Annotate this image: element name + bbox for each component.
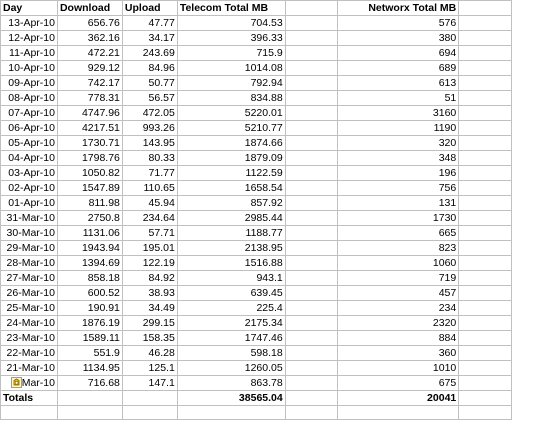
cell-upload[interactable]: 34.49	[122, 301, 177, 316]
header-row	[1, 1, 512, 16]
empty-cell[interactable]	[285, 346, 338, 361]
paste-options-icon[interactable]	[11, 377, 22, 388]
cell-networx-total[interactable]: 1010	[338, 361, 459, 376]
cell-networx-total[interactable]: 3160	[338, 106, 459, 121]
cell-download[interactable]: 551.9	[57, 346, 122, 361]
cell-upload[interactable]: 993.26	[122, 121, 177, 136]
table-row	[1, 121, 512, 136]
cell-telecom-total[interactable]: 2985.44	[177, 211, 285, 226]
cell-telecom-total[interactable]: 5210.77	[177, 121, 285, 136]
empty-cell[interactable]	[122, 406, 177, 420]
cell-telecom-total[interactable]: 704.53	[177, 16, 285, 31]
cell-upload[interactable]: 143.95	[122, 136, 177, 151]
cell-upload[interactable]: 195.01	[122, 241, 177, 256]
cell-networx-total[interactable]: 694	[338, 46, 459, 61]
cell-download[interactable]: 858.18	[57, 271, 122, 286]
cell-networx-total[interactable]: 1730	[338, 211, 459, 226]
empty-cell[interactable]	[57, 406, 122, 420]
cell-day[interactable]: 24-Mar-10	[1, 316, 58, 331]
cell-download[interactable]: 716.68	[57, 376, 122, 391]
cell-upload[interactable]: 38.93	[122, 286, 177, 301]
empty-cell[interactable]	[285, 331, 338, 346]
cell-telecom-total[interactable]: 598.18	[177, 346, 285, 361]
cell-telecom-total[interactable]: 1188.77	[177, 226, 285, 241]
cell-networx-total[interactable]: 51	[338, 91, 459, 106]
empty-cell[interactable]	[459, 241, 512, 256]
cell-day[interactable]: 25-Mar-10	[1, 301, 58, 316]
table-row	[1, 226, 512, 241]
cell-networx-total[interactable]: 689	[338, 61, 459, 76]
cell-upload[interactable]: 46.28	[122, 346, 177, 361]
cell-telecom-total[interactable]: 1014.08	[177, 61, 285, 76]
cell-upload[interactable]: 80.33	[122, 151, 177, 166]
table-row	[1, 61, 512, 76]
empty-cell[interactable]	[122, 391, 177, 406]
empty-cell[interactable]	[57, 391, 122, 406]
cell-networx-total[interactable]: 613	[338, 76, 459, 91]
cell-networx-total[interactable]: 576	[338, 16, 459, 31]
cell-download[interactable]: 362.16	[57, 31, 122, 46]
table-row	[1, 31, 512, 46]
table-row	[1, 106, 512, 121]
empty-cell[interactable]	[285, 391, 338, 406]
cell-networx-total[interactable]: 665	[338, 226, 459, 241]
empty-cell[interactable]	[285, 211, 338, 226]
cell-networx-total[interactable]: 1190	[338, 121, 459, 136]
cell-day[interactable]: 21-Mar-10	[1, 361, 58, 376]
cell-telecom-total[interactable]: 5220.01	[177, 106, 285, 121]
cell-download[interactable]: 190.91	[57, 301, 122, 316]
cell-day[interactable]: 10-Apr-10	[1, 61, 58, 76]
cell-day[interactable]: 08-Apr-10	[1, 91, 58, 106]
totals-row	[1, 391, 512, 406]
empty-cell[interactable]	[285, 151, 338, 166]
empty-cell[interactable]	[285, 76, 338, 91]
cell-day[interactable]: 22-Mar-10	[1, 346, 58, 361]
table-row	[1, 181, 512, 196]
cell-upload[interactable]: 34.17	[122, 31, 177, 46]
table-row	[1, 241, 512, 256]
empty-cell[interactable]	[459, 316, 512, 331]
empty-cell[interactable]	[285, 256, 338, 271]
cell-upload[interactable]: 57.71	[122, 226, 177, 241]
cell-telecom-total[interactable]: 792.94	[177, 76, 285, 91]
empty-cell[interactable]	[459, 76, 512, 91]
header-upload[interactable]: Upload	[122, 1, 177, 16]
cell-download[interactable]: 1589.11	[57, 331, 122, 346]
table-row	[1, 331, 512, 346]
cell-day[interactable]	[1, 376, 58, 391]
empty-cell[interactable]	[285, 91, 338, 106]
empty-cell[interactable]	[285, 226, 338, 241]
cell-day[interactable]: 11-Apr-10	[1, 46, 58, 61]
cell-day[interactable]: 30-Mar-10	[1, 226, 58, 241]
cell-upload[interactable]: 47.77	[122, 16, 177, 31]
empty-cell[interactable]	[285, 406, 338, 420]
cell-download[interactable]: 4747.96	[57, 106, 122, 121]
empty-cell[interactable]	[285, 376, 338, 391]
cell-upload[interactable]: 472.05	[122, 106, 177, 121]
cell-networx-total[interactable]: 823	[338, 241, 459, 256]
cell-telecom-total[interactable]: 2175.34	[177, 316, 285, 331]
cell-upload[interactable]: 110.65	[122, 181, 177, 196]
empty-cell[interactable]	[177, 406, 285, 420]
empty-cell[interactable]	[285, 16, 338, 31]
cell-day[interactable]: 23-Mar-10	[1, 331, 58, 346]
table-row	[1, 16, 512, 31]
table-row	[1, 316, 512, 331]
cell-telecom-total[interactable]: 943.1	[177, 271, 285, 286]
empty-cell[interactable]	[459, 301, 512, 316]
empty-cell[interactable]	[285, 106, 338, 121]
cell-day[interactable]: 05-Apr-10	[1, 136, 58, 151]
header-telecom-total[interactable]: Telecom Total MB	[177, 1, 285, 16]
empty-cell[interactable]	[459, 1, 512, 16]
header-download[interactable]: Download	[57, 1, 122, 16]
empty-cell[interactable]	[285, 271, 338, 286]
cell-telecom-total[interactable]: 396.33	[177, 31, 285, 46]
cell-upload[interactable]: 147.1	[122, 376, 177, 391]
cell-networx-total[interactable]: 457	[338, 286, 459, 301]
empty-cell[interactable]	[1, 406, 58, 420]
empty-cell[interactable]	[459, 361, 512, 376]
empty-cell[interactable]	[459, 61, 512, 76]
empty-cell[interactable]	[459, 91, 512, 106]
cell-networx-total[interactable]: 360	[338, 346, 459, 361]
cell-upload[interactable]: 243.69	[122, 46, 177, 61]
cell-day[interactable]: 27-Mar-10	[1, 271, 58, 286]
cell-day[interactable]: 04-Apr-10	[1, 151, 58, 166]
empty-cell[interactable]	[459, 346, 512, 361]
cell-telecom-total[interactable]: 834.88	[177, 91, 285, 106]
empty-cell[interactable]	[459, 256, 512, 271]
cell-download[interactable]: 1131.06	[57, 226, 122, 241]
empty-cell[interactable]	[285, 166, 338, 181]
cell-networx-total[interactable]: 675	[338, 376, 459, 391]
cell-download[interactable]: 472.21	[57, 46, 122, 61]
cell-day[interactable]: 01-Apr-10	[1, 196, 58, 211]
cell-networx-total[interactable]: 234	[338, 301, 459, 316]
header-day[interactable]: Day	[1, 1, 58, 16]
cell-upload[interactable]: 84.96	[122, 61, 177, 76]
table-row	[1, 376, 512, 391]
table-row	[1, 166, 512, 181]
cell-telecom-total[interactable]: 225.4	[177, 301, 285, 316]
cell-day[interactable]: 02-Apr-10	[1, 181, 58, 196]
cell-day[interactable]: 06-Apr-10	[1, 121, 58, 136]
cell-download[interactable]: 778.31	[57, 91, 122, 106]
cell-day[interactable]: 12-Apr-10	[1, 31, 58, 46]
table-row	[1, 211, 512, 226]
empty-cell[interactable]	[285, 136, 338, 151]
cell-telecom-total[interactable]: 1260.05	[177, 361, 285, 376]
totals-networx[interactable]: 20041	[338, 391, 459, 406]
cell-telecom-total[interactable]: 863.78	[177, 376, 285, 391]
cell-download[interactable]: 4217.51	[57, 121, 122, 136]
empty-cell[interactable]	[459, 211, 512, 226]
cell-download[interactable]: 2750.8	[57, 211, 122, 226]
cell-day-text: Mar-10	[21, 377, 55, 389]
empty-cell[interactable]	[285, 181, 338, 196]
empty-cell[interactable]	[459, 181, 512, 196]
empty-cell[interactable]	[459, 376, 512, 391]
cell-download[interactable]: 929.12	[57, 61, 122, 76]
cell-upload[interactable]: 84.92	[122, 271, 177, 286]
cell-download[interactable]: 600.52	[57, 286, 122, 301]
empty-cell[interactable]	[285, 121, 338, 136]
cell-day[interactable]: 09-Apr-10	[1, 76, 58, 91]
empty-cell[interactable]	[459, 331, 512, 346]
cell-telecom-total[interactable]: 1658.54	[177, 181, 285, 196]
cell-networx-total[interactable]: 380	[338, 31, 459, 46]
totals-telecom[interactable]: 38565.04	[177, 391, 285, 406]
cell-day[interactable]: 26-Mar-10	[1, 286, 58, 301]
table-row	[1, 256, 512, 271]
table-row	[1, 76, 512, 91]
cell-networx-total[interactable]: 348	[338, 151, 459, 166]
cell-networx-total[interactable]: 2320	[338, 316, 459, 331]
cell-download[interactable]: 1943.94	[57, 241, 122, 256]
cell-upload[interactable]: 125.1	[122, 361, 177, 376]
empty-cell[interactable]	[459, 166, 512, 181]
empty-cell[interactable]	[285, 301, 338, 316]
empty-cell[interactable]	[285, 241, 338, 256]
empty-cell[interactable]	[285, 31, 338, 46]
table-row	[1, 346, 512, 361]
cell-networx-total[interactable]: 884	[338, 331, 459, 346]
table-row	[1, 196, 512, 211]
empty-cell[interactable]	[459, 406, 512, 420]
cell-day[interactable]: 07-Apr-10	[1, 106, 58, 121]
cell-day[interactable]: 29-Mar-10	[1, 241, 58, 256]
cell-telecom-total[interactable]: 1879.09	[177, 151, 285, 166]
totals-label[interactable]: Totals	[1, 391, 58, 406]
empty-cell[interactable]	[459, 226, 512, 241]
cell-upload[interactable]: 299.15	[122, 316, 177, 331]
cell-telecom-total[interactable]: 857.92	[177, 196, 285, 211]
cell-download[interactable]: 1730.71	[57, 136, 122, 151]
empty-cell[interactable]	[459, 16, 512, 31]
empty-cell[interactable]	[459, 286, 512, 301]
table-row	[1, 271, 512, 286]
empty-cell[interactable]	[459, 151, 512, 166]
cell-download[interactable]: 1547.89	[57, 181, 122, 196]
cell-telecom-total[interactable]: 1874.66	[177, 136, 285, 151]
cell-day[interactable]: 28-Mar-10	[1, 256, 58, 271]
empty-cell[interactable]	[285, 286, 338, 301]
empty-cell[interactable]	[459, 391, 512, 406]
cell-upload[interactable]: 56.57	[122, 91, 177, 106]
empty-cell[interactable]	[285, 361, 338, 376]
table-row	[1, 136, 512, 151]
empty-cell[interactable]	[285, 316, 338, 331]
cell-networx-total[interactable]: 756	[338, 181, 459, 196]
cell-telecom-total[interactable]: 1747.46	[177, 331, 285, 346]
empty-cell[interactable]	[459, 271, 512, 286]
cell-telecom-total[interactable]: 2138.95	[177, 241, 285, 256]
cell-upload[interactable]: 122.19	[122, 256, 177, 271]
cell-telecom-total[interactable]: 1122.59	[177, 166, 285, 181]
cell-download[interactable]: 811.98	[57, 196, 122, 211]
table-row	[1, 361, 512, 376]
empty-cell[interactable]	[285, 46, 338, 61]
cell-networx-total[interactable]: 719	[338, 271, 459, 286]
cell-day[interactable]: 13-Apr-10	[1, 16, 58, 31]
cell-download[interactable]: 1394.69	[57, 256, 122, 271]
table-row	[1, 46, 512, 61]
empty-cell[interactable]	[459, 121, 512, 136]
cell-download[interactable]: 1876.19	[57, 316, 122, 331]
empty-cell[interactable]	[459, 196, 512, 211]
cell-telecom-total[interactable]: 715.9	[177, 46, 285, 61]
cell-upload[interactable]: 45.94	[122, 196, 177, 211]
header-networx-total[interactable]: Networx Total MB	[338, 1, 459, 16]
cell-networx-total[interactable]: 1060	[338, 256, 459, 271]
empty-cell[interactable]	[285, 61, 338, 76]
cell-day[interactable]: 31-Mar-10	[1, 211, 58, 226]
cell-telecom-total[interactable]: 1516.88	[177, 256, 285, 271]
empty-cell[interactable]	[459, 46, 512, 61]
cell-networx-total[interactable]: 196	[338, 166, 459, 181]
cell-upload[interactable]: 50.77	[122, 76, 177, 91]
cell-upload[interactable]: 158.35	[122, 331, 177, 346]
empty-cell[interactable]	[285, 196, 338, 211]
cell-download[interactable]: 656.76	[57, 16, 122, 31]
cell-networx-total[interactable]: 320	[338, 136, 459, 151]
table-row	[1, 91, 512, 106]
cell-networx-total[interactable]: 131	[338, 196, 459, 211]
cell-telecom-total[interactable]: 639.45	[177, 286, 285, 301]
empty-row	[1, 406, 512, 420]
cell-download[interactable]: 1050.82	[57, 166, 122, 181]
table-row	[1, 286, 512, 301]
cell-download[interactable]: 1798.76	[57, 151, 122, 166]
cell-upload[interactable]: 234.64	[122, 211, 177, 226]
cell-download[interactable]: 1134.95	[57, 361, 122, 376]
cell-download[interactable]: 742.17	[57, 76, 122, 91]
cell-day[interactable]: 03-Apr-10	[1, 166, 58, 181]
empty-cell[interactable]	[459, 31, 512, 46]
empty-cell[interactable]	[285, 1, 338, 16]
table-row	[1, 151, 512, 166]
empty-cell[interactable]	[459, 106, 512, 121]
empty-cell[interactable]	[459, 136, 512, 151]
cell-upload[interactable]: 71.77	[122, 166, 177, 181]
empty-cell[interactable]	[338, 406, 459, 420]
table-row	[1, 301, 512, 316]
